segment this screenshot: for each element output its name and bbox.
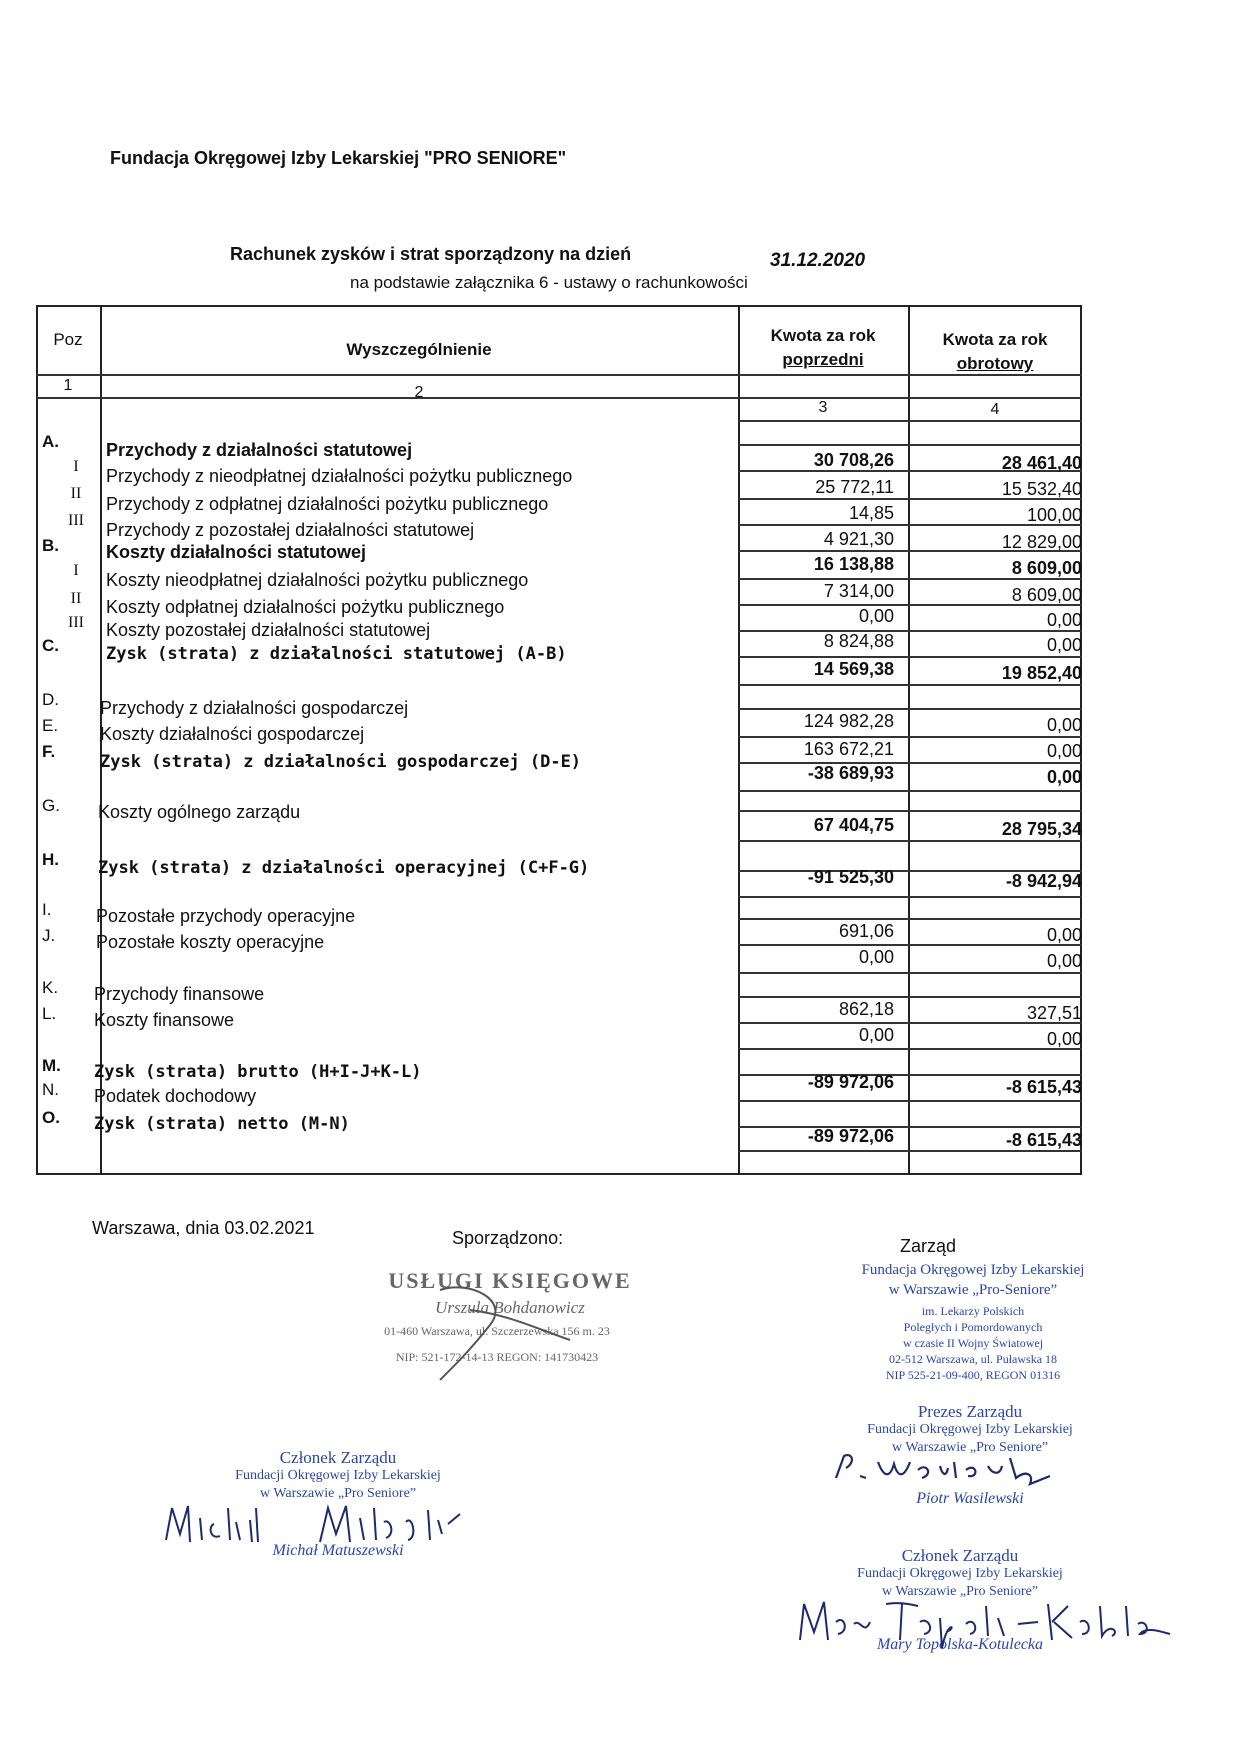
- row-divider: [738, 708, 1082, 710]
- curr-year-value: 327,51: [1026, 1003, 1082, 1023]
- row-divider: [738, 996, 1082, 998]
- prev-year-value: 862,18: [838, 999, 894, 1019]
- header-prev-year-line2: poprzedni: [782, 350, 864, 369]
- stamp-accounting-line4: NIP: 521-172-14-13 REGON: 141730423: [395, 1350, 599, 1364]
- row-label: Zysk (strata) netto (M-N): [94, 1114, 350, 1134]
- row-label: Koszty działalności gospodarczej: [100, 724, 365, 744]
- row-label: Zysk (strata) z działalności operacyjnej (C+F-G): [98, 858, 590, 878]
- row-code: III: [68, 614, 84, 631]
- row-code: I: [73, 562, 79, 579]
- header-curr-year-line2: obrotowy: [956, 354, 1034, 373]
- row-divider: [738, 810, 1082, 812]
- prev-year-value: -91 525,30: [807, 867, 894, 887]
- stamp-member-left-name: Michał Matuszewski: [272, 1542, 404, 1559]
- row-label: Zysk (strata) z działalności gospodarczej (D-E): [100, 752, 582, 772]
- row-code: O.: [42, 1108, 60, 1127]
- row-divider: [738, 896, 1082, 898]
- curr-year-value: 0,00: [1046, 925, 1082, 945]
- row-label: Przychody z pozostałej działalności statutowej: [106, 520, 475, 540]
- prev-year-value: 30 708,26: [813, 450, 894, 470]
- prev-year-value: 8 824,88: [823, 631, 894, 651]
- row-divider: [738, 918, 1082, 920]
- curr-year-value: 12 829,00: [1001, 532, 1082, 552]
- prev-year-value: 691,06: [838, 921, 894, 941]
- row-code: I: [73, 458, 79, 475]
- stamp-member-right-title: Członek Zarządu: [901, 1546, 1019, 1565]
- stamp-president-title: Prezes Zarządu: [917, 1402, 1023, 1421]
- curr-year-value: 0,00: [1046, 951, 1082, 971]
- curr-year-value: 0,00: [1046, 610, 1082, 630]
- prev-year-value: 124 982,28: [803, 711, 894, 731]
- member-right-signature: [790, 1592, 1190, 1652]
- row-divider: [738, 790, 1082, 792]
- prev-year-value: -38 689,93: [807, 763, 894, 783]
- president-signature: [830, 1448, 1090, 1498]
- curr-year-value: 28 795,34: [1001, 819, 1082, 839]
- row-code: K.: [42, 978, 59, 997]
- row-label: Zysk (strata) z działalności statutowej (A-B): [106, 644, 567, 664]
- row-divider: [738, 736, 1082, 738]
- curr-year-value: 8 609,00: [1011, 558, 1082, 578]
- row-divider: [738, 420, 1082, 422]
- curr-year-value: 19 852,40: [1001, 663, 1082, 683]
- row-label: Przychody z działalności statutowej: [106, 440, 413, 460]
- stamp-member-left-title: Członek Zarządu: [279, 1448, 397, 1467]
- row-label: Zysk (strata) brutto (H+I-J+K-L): [94, 1062, 422, 1082]
- curr-year-value: 0,00: [1046, 767, 1082, 787]
- row-label: Pozostałe przychody operacyjne: [96, 906, 356, 926]
- statement-date: 31.12.2020: [770, 250, 866, 271]
- column-number-4: 4: [990, 401, 1000, 418]
- header-description: Wyszczególnienie: [346, 340, 492, 359]
- prev-year-value: -89 972,06: [807, 1072, 894, 1092]
- stamp-foundation-line1: Fundacja Okręgowej Izby Lekarskiej: [861, 1262, 1085, 1278]
- place-and-date: Warszawa, dnia 03.02.2021: [92, 1218, 315, 1238]
- row-code: M.: [42, 1056, 61, 1075]
- row-label: Koszty pozostałej działalności statutowej: [106, 620, 431, 640]
- prepared-by-label: Sporządzono:: [452, 1228, 564, 1248]
- prev-year-value: 0,00: [858, 947, 894, 967]
- row-divider: [738, 684, 1082, 686]
- row-divider: [738, 656, 1082, 658]
- row-code: L.: [42, 1004, 57, 1023]
- curr-year-value: 0,00: [1046, 741, 1082, 761]
- curr-year-value: 0,00: [1046, 715, 1082, 735]
- stamp-member-left-line2: Fundacji Okręgowej Izby Lekarskiej: [235, 1468, 441, 1483]
- row-divider: [36, 374, 1082, 376]
- row-code: N.: [42, 1080, 59, 1099]
- row-code: B.: [42, 536, 59, 555]
- row-label: Pozostałe koszty operacyjne: [96, 932, 325, 952]
- prev-year-value: 0,00: [858, 1025, 894, 1045]
- header-prev-year-line1: Kwota za rok: [770, 326, 876, 345]
- statement-subtitle: na podstawie załącznika 6 - ustawy o rachunkowości: [350, 273, 748, 292]
- row-code: E.: [42, 716, 59, 735]
- row-code: I.: [42, 900, 52, 919]
- stamp-president-name: Piotr Wasilewski: [916, 1490, 1024, 1507]
- column-number-1: 1: [63, 377, 73, 394]
- stamp-foundation-line2: w Warszawie „Pro-Seniore”: [888, 1282, 1058, 1298]
- board-label: Zarząd: [900, 1236, 957, 1256]
- row-label: Przychody z odpłatnej działalności pożytku publicznego: [106, 494, 549, 514]
- stamp-foundation-line6: 02-512 Warszawa, ul. Puławska 18: [888, 1352, 1058, 1366]
- row-code: G.: [42, 796, 60, 815]
- curr-year-value: 100,00: [1026, 505, 1082, 525]
- row-divider: [738, 972, 1082, 974]
- prev-year-value: 0,00: [858, 606, 894, 626]
- header-curr-year-line1: Kwota za rok: [942, 330, 1048, 349]
- organization-name: Fundacja Okręgowej Izby Lekarskiej "PRO SENIORE": [110, 148, 567, 168]
- row-code: III: [68, 512, 84, 529]
- stamp-member-right-name: Mary Topolska-Kotulecka: [876, 1636, 1044, 1653]
- stamp-accounting-line2: Urszula Bohdanowicz: [435, 1298, 585, 1317]
- row-label: Koszty finansowe: [94, 1010, 235, 1030]
- row-code: D.: [42, 690, 59, 709]
- row-label: Koszty ogólnego zarządu: [98, 802, 301, 822]
- member-left-signature: [160, 1494, 520, 1554]
- column-divider: [908, 305, 910, 1175]
- stamp-foundation-line3: im. Lekarzy Polskich: [921, 1304, 1025, 1318]
- row-label: Przychody z nieodpłatnej działalności pożytku publicznego: [106, 466, 573, 486]
- row-label: Przychody finansowe: [94, 984, 265, 1004]
- stamp-member-left-line3: w Warszawie „Pro Seniore”: [259, 1486, 417, 1501]
- row-divider: [738, 444, 1082, 446]
- curr-year-value: 28 461,40: [1001, 453, 1082, 473]
- curr-year-value: -8 942,94: [1005, 871, 1082, 891]
- row-divider: [738, 1100, 1082, 1102]
- prev-year-value: 4 921,30: [823, 529, 894, 549]
- row-code: H.: [42, 850, 59, 869]
- row-code: F.: [42, 742, 56, 761]
- row-label: Koszty nieodpłatnej działalności pożytku publicznego: [106, 570, 529, 590]
- curr-year-value: 15 532,40: [1001, 479, 1082, 499]
- column-number-3: 3: [818, 399, 828, 416]
- curr-year-value: 8 609,00: [1011, 585, 1082, 605]
- stamp-foundation-line7: NIP 525-21-09-400, REGON 01316: [885, 1368, 1061, 1382]
- statement-title: Rachunek zysków i strat sporządzony na dzień: [230, 244, 632, 264]
- prev-year-value: 14 569,38: [813, 659, 894, 679]
- row-code: C.: [42, 636, 59, 655]
- prev-year-value: 7 314,00: [823, 581, 894, 601]
- prev-year-value: 67 404,75: [813, 815, 894, 835]
- stamp-president-line2: Fundacji Okręgowej Izby Lekarskiej: [867, 1422, 1073, 1437]
- prev-year-value: 16 138,88: [813, 554, 894, 574]
- curr-year-value: 0,00: [1046, 1029, 1082, 1049]
- stamp-member-right-line3: w Warszawie „Pro Seniore”: [881, 1584, 1039, 1599]
- prev-year-value: 25 772,11: [815, 477, 894, 497]
- row-code: A.: [42, 432, 59, 451]
- header-poz: Poz: [53, 330, 83, 349]
- row-label: Przychody z działalności gospodarczej: [100, 698, 409, 718]
- stamp-president-line3: w Warszawie „Pro Seniore”: [891, 1440, 1049, 1455]
- stamp-foundation-line5: w czasie II Wojny Światowej: [902, 1336, 1044, 1350]
- row-code: II: [70, 485, 82, 502]
- stamp-foundation-line4: Poległych i Pomordowanych: [903, 1320, 1043, 1334]
- prev-year-value: -89 972,06: [807, 1126, 894, 1146]
- row-code: II: [70, 590, 82, 607]
- accountant-signature: [400, 1270, 600, 1390]
- curr-year-value: 0,00: [1046, 635, 1082, 655]
- row-label: Koszty działalności statutowej: [106, 542, 367, 562]
- stamp-accounting-line3: 01-460 Warszawa, ul. Szczerzewska 156 m. 23: [384, 1324, 610, 1338]
- row-label: Koszty odpłatnej działalności pożytku publicznego: [106, 597, 505, 617]
- prev-year-value: 14,85: [848, 503, 894, 523]
- prev-year-value: 163 672,21: [803, 739, 894, 759]
- stamp-member-right-line2: Fundacji Okręgowej Izby Lekarskiej: [857, 1566, 1063, 1581]
- stamp-accounting-line1: USŁUGI KSIĘGOWE: [388, 1268, 632, 1293]
- row-label: Podatek dochodowy: [94, 1086, 257, 1106]
- row-divider: [738, 840, 1082, 842]
- curr-year-value: -8 615,43: [1005, 1077, 1082, 1097]
- row-code: J.: [42, 926, 56, 945]
- column-number-2: 2: [414, 384, 424, 401]
- curr-year-value: -8 615,43: [1005, 1130, 1082, 1150]
